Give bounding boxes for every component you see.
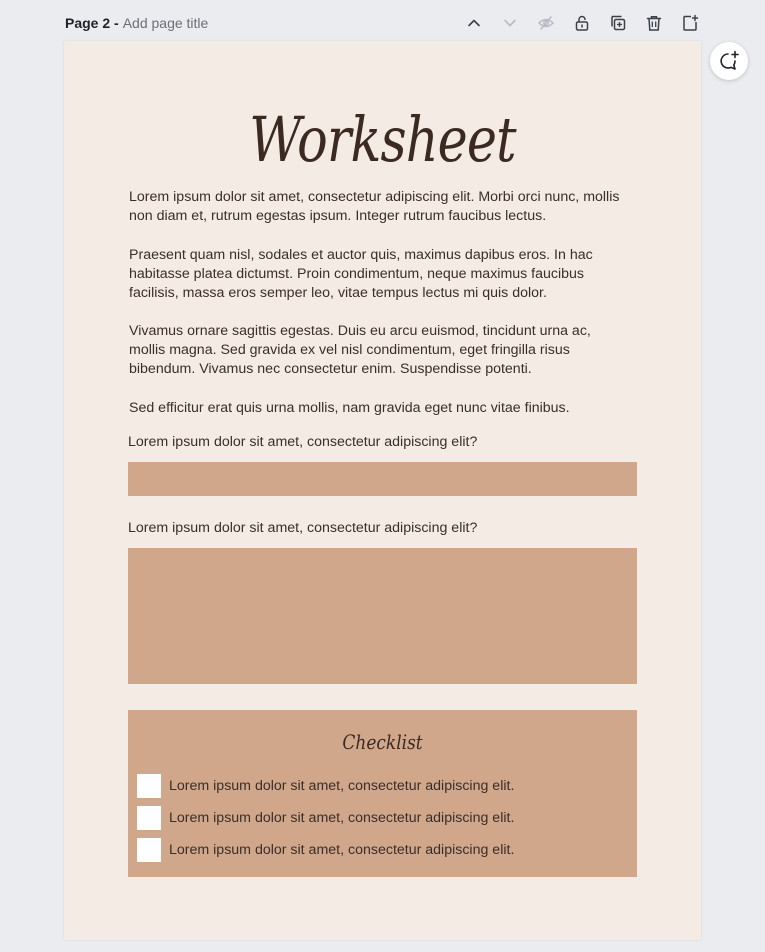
- answer-box-1[interactable]: [128, 462, 637, 496]
- page-header: [65, 13, 208, 33]
- design-canvas[interactable]: [64, 41, 701, 940]
- paragraph-3: Vivamus ornare sagittis egestas. Duis eu arcu euismod, tincidunt urna ac, mollis magna. Sed gravida ex vel nisl condimentum, eget fringilla risus bibendum. Vivamus nec consectetur enim. Suspendisse potenti.: [129, 323, 591, 377]
- lock-page-button[interactable]: [564, 11, 600, 35]
- page-number-label: Page 2 -: [65, 15, 119, 31]
- paragraph-1: Lorem ipsum dolor sit amet, consectetur adipiscing elit. Morbi orci nunc, mollis non diam et, rutrum egestas ipsum. Integer rutrum faucibus lectus.: [129, 189, 620, 224]
- checklist-title[interactable]: Checklist: [342, 730, 423, 754]
- add-page-icon: [681, 14, 699, 32]
- page-title-input[interactable]: Add page title: [122, 15, 209, 31]
- delete-icon: [645, 14, 663, 32]
- hide-page-icon: [537, 14, 555, 32]
- paragraph-4: Sed efficitur erat quis urna mollis, nam gravida eget nunc vitae finibus.: [129, 400, 570, 416]
- body-paragraph[interactable]: [129, 188, 629, 226]
- duplicate-page-icon: [609, 14, 627, 32]
- question-2[interactable]: Lorem ipsum dolor sit amet, consectetur adipiscing elit?: [128, 520, 478, 536]
- add-page-button[interactable]: [672, 11, 708, 35]
- body-paragraph[interactable]: [129, 246, 629, 303]
- checklist-item: [137, 774, 514, 798]
- checklist-item-label[interactable]: Lorem ipsum dolor sit amet, consectetur adipiscing elit.: [169, 778, 515, 794]
- add-comment-icon: [718, 50, 740, 72]
- checkbox[interactable]: [137, 774, 161, 798]
- page-toolbar: [456, 11, 708, 35]
- checkbox[interactable]: [137, 806, 161, 830]
- unlock-icon: [573, 14, 591, 32]
- question-1[interactable]: Lorem ipsum dolor sit amet, consectetur adipiscing elit?: [128, 434, 478, 450]
- chevron-down-icon: [501, 14, 519, 32]
- body-paragraph[interactable]: [129, 322, 629, 379]
- move-page-up-button[interactable]: [456, 11, 492, 35]
- chevron-up-icon: [465, 14, 483, 32]
- checklist-item: [137, 838, 514, 862]
- checklist-box[interactable]: [128, 710, 637, 877]
- checklist-item-label[interactable]: Lorem ipsum dolor sit amet, consectetur adipiscing elit.: [169, 810, 515, 826]
- answer-box-2[interactable]: [128, 548, 637, 684]
- add-comment-button[interactable]: [710, 42, 748, 80]
- paragraph-2: Praesent quam nisl, sodales et auctor quis, maximus dapibus eros. In hac habitasse platea dictumst. Proin condimentum, neque maximus faucibus facilisis, massa eros semper leo, vitae tempus lectus mi quis dolor.: [129, 247, 593, 301]
- checklist-item-label[interactable]: Lorem ipsum dolor sit amet, consectetur adipiscing elit.: [169, 842, 515, 858]
- worksheet-title[interactable]: Worksheet: [249, 103, 516, 176]
- hide-page-button[interactable]: [528, 11, 564, 35]
- duplicate-page-button[interactable]: [600, 11, 636, 35]
- move-page-down-button[interactable]: [492, 11, 528, 35]
- delete-page-button[interactable]: [636, 11, 672, 35]
- checkbox[interactable]: [137, 838, 161, 862]
- body-paragraph[interactable]: [129, 399, 629, 418]
- checklist-item: [137, 806, 514, 830]
